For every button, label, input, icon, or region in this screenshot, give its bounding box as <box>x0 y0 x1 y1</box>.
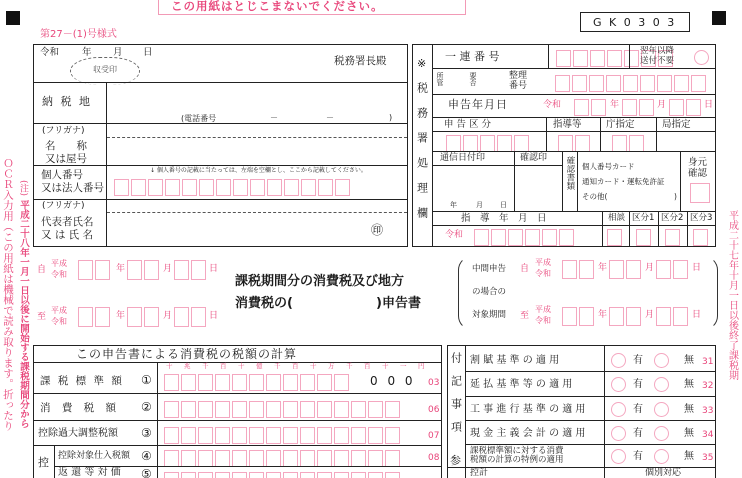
year-label: 年 <box>82 47 92 58</box>
representative-label: 代表者氏名 又 は 氏 名 <box>41 216 94 242</box>
kan-label: 所管 <box>436 72 444 86</box>
identity-label: 身元 確認 <box>688 157 708 179</box>
period-from-reiwa: 令和 <box>51 270 67 279</box>
interim-month-unit: 月 <box>645 310 655 320</box>
notice-text: この用紙はとじこまないでください。 <box>171 0 384 13</box>
kubun2-cell[interactable] <box>665 227 682 246</box>
office-vertical-title: 税務署処理欄 <box>415 82 429 232</box>
shidou-era: 令和 <box>445 230 464 240</box>
filed-era: 令和 <box>543 100 562 110</box>
notice-banner <box>158 0 466 15</box>
identity-box[interactable] <box>690 183 710 203</box>
kubun1-label: 区分1 <box>632 213 655 223</box>
period-year-unit: 年 <box>116 311 126 321</box>
kubun2-label: 区分2 <box>661 213 684 223</box>
period-to-day[interactable] <box>174 306 208 327</box>
note1-no-check[interactable] <box>654 353 669 368</box>
shidou-date-cells[interactable] <box>474 227 576 246</box>
you-label: 要否 <box>469 72 477 86</box>
form-code-box <box>580 12 690 32</box>
interim-to-day[interactable] <box>656 306 690 326</box>
row2-code: 06 <box>428 405 440 415</box>
interim-label-2: の場合の <box>472 287 507 297</box>
note4-code: 34 <box>702 430 714 440</box>
interim-to-month[interactable] <box>609 306 643 326</box>
filed-day-cells[interactable] <box>669 97 703 116</box>
period-month-unit: 月 <box>163 311 173 321</box>
row1-num: ① <box>141 373 152 387</box>
interim-to-heisei: 平成 <box>535 305 551 314</box>
note4-no: 無 <box>684 428 694 439</box>
left-ocr-note: ＯＣＲ入力用（この用紙は機械で読み取ります。折ったり <box>2 158 15 431</box>
period-to: 至 <box>37 312 47 322</box>
row2-cells[interactable] <box>164 399 402 418</box>
interim-year-unit: 年 <box>598 263 608 273</box>
note5-no-check[interactable] <box>654 449 669 464</box>
mynumber-cells[interactable] <box>114 177 374 197</box>
registration-mark-right <box>712 11 726 25</box>
interim-to-cells[interactable] <box>562 306 596 326</box>
month-label: 月 <box>113 47 123 58</box>
card2-label: 通知カード・運転免許証 <box>582 177 665 186</box>
note5-no: 無 <box>684 451 694 462</box>
note3-code: 33 <box>702 406 714 416</box>
form-title-2: 消費税の( <box>235 296 293 311</box>
note4-yes-check[interactable] <box>611 426 626 441</box>
note5-yes: 有 <box>633 451 643 462</box>
stamp-day: 日 <box>500 201 507 209</box>
form-code: G K 0 3 0 3 <box>593 16 677 29</box>
interim-from: 自 <box>520 264 530 274</box>
interim-from-cells[interactable] <box>562 259 596 279</box>
furigana-label-2: (フリガナ) <box>42 201 85 211</box>
right-period-note: 平成二十七年十月一日以後終了課税期 <box>726 210 738 380</box>
interim-day-unit: 日 <box>692 310 702 320</box>
note2-no-check[interactable] <box>654 377 669 392</box>
notes-vertical-2: 参 <box>450 454 461 467</box>
period-from-heisei: 平成 <box>51 259 67 268</box>
mynumber-note: ↓ 個人番号の記載に当たっては、左端を空欄とし、ここから記載してください。 <box>150 167 367 174</box>
tsushin-label: 通信日付印 <box>440 153 486 163</box>
row1-fixed: 0 0 0 <box>370 374 416 388</box>
office-mark: ※ <box>417 57 427 70</box>
row3-label: 控除過大調整税額 <box>38 428 118 439</box>
card3-close: ) <box>674 192 677 201</box>
furigana-label-1: (フリガナ) <box>42 126 85 136</box>
day-label: 日 <box>143 47 153 58</box>
row3-num: ③ <box>141 426 152 440</box>
shidou-date-label: 指 導 年 月 日 <box>461 213 547 224</box>
taxpayer-address-label: 納 税 地 <box>42 95 92 108</box>
seal-mark: ㊞ <box>371 223 384 237</box>
period-to-heisei: 平成 <box>51 306 67 315</box>
row3-code: 07 <box>428 431 440 441</box>
note4-no-check[interactable] <box>654 426 669 441</box>
first-year-label: 翌年以降 送付不要 <box>640 46 675 66</box>
period-year-unit: 年 <box>116 264 126 274</box>
filed-year: 年 <box>610 100 620 110</box>
period-to-year[interactable] <box>78 306 112 327</box>
note2-label: 延 払 基 準 等 の 適 用 <box>470 379 573 390</box>
period-day-unit: 日 <box>209 264 219 274</box>
row4-cells[interactable] <box>164 448 402 467</box>
soudan-cell[interactable] <box>607 227 624 246</box>
calc-title: この申告書による消費税の税額の計算 <box>76 347 298 361</box>
stamp-year: 年 <box>450 201 457 209</box>
first-year-check[interactable] <box>694 50 709 65</box>
interim-label-1: 中間申告 <box>472 264 507 274</box>
note1-label: 割 賦 基 準 の 適 用 <box>470 355 560 366</box>
interim-from-heisei: 平成 <box>535 258 551 267</box>
period-from-month[interactable] <box>127 259 161 280</box>
row3-cells[interactable] <box>164 425 402 444</box>
row1-cells[interactable] <box>164 372 351 391</box>
interim-year-unit: 年 <box>598 310 608 320</box>
tax-office-label: 税務署長殿 <box>334 55 387 67</box>
interim-day-unit: 日 <box>692 263 702 273</box>
row4-label: 控除対象仕入税額 <box>58 451 131 461</box>
card1-label: 個人番号カード <box>582 162 635 171</box>
note4-label: 現 金 主 義 会 計 の 適 用 <box>470 428 586 439</box>
shido-cells[interactable] <box>558 133 592 152</box>
form-title-1: 課税期間分の消費税及び地方 <box>235 274 405 289</box>
left-period-note: 平成二十八年一月一日以後に開始する課税期間分から <box>17 200 29 428</box>
calc-unit-row: 十 兆 千 百 十 億 千 百 十 万 千 百 十 一 円 <box>166 362 425 370</box>
filed-month-cells[interactable] <box>622 97 656 116</box>
phone-close: ) <box>389 113 393 122</box>
address-input[interactable] <box>107 83 407 121</box>
chou-cells[interactable] <box>612 133 646 152</box>
note1-code: 31 <box>702 357 714 367</box>
row2-num: ② <box>141 400 152 414</box>
kubun3-cell[interactable] <box>693 227 710 246</box>
note3-no: 無 <box>684 404 694 415</box>
chou-label: 庁指定 <box>606 119 635 130</box>
period-from-day[interactable] <box>174 259 208 280</box>
kubun-cells[interactable] <box>446 133 531 152</box>
note1-yes: 有 <box>633 355 643 366</box>
interim-to-reiwa: 令和 <box>535 316 551 325</box>
note2-code: 32 <box>702 381 714 391</box>
note4-yes: 有 <box>633 428 643 439</box>
note2-yes: 有 <box>633 379 643 390</box>
note5-yes-check[interactable] <box>611 449 626 464</box>
period-month-unit: 月 <box>163 264 173 274</box>
kakunin-docs-label: 確認書類 <box>564 156 575 190</box>
note2-yes-check[interactable] <box>611 377 626 392</box>
interim-from-reiwa: 令和 <box>535 269 551 278</box>
name-input[interactable] <box>107 138 407 164</box>
receipt-stamp-label: 収受印 <box>93 65 117 74</box>
interim-to: 至 <box>520 311 530 321</box>
note3-yes: 有 <box>633 404 643 415</box>
note3-yes-check[interactable] <box>611 402 626 417</box>
filed-date-label: 申告年月日 <box>448 98 508 111</box>
phone-label: (電話番号 <box>181 114 217 123</box>
filed-date-cells[interactable] <box>574 97 608 116</box>
note5-label: 課税標準額に対する消費 税額の計算の特例の適用 <box>470 446 564 466</box>
row4-num: ④ <box>141 449 152 463</box>
registration-mark-left <box>6 11 20 25</box>
form-number: 第27－(1)号様式 <box>40 29 117 40</box>
row1-label: 課 税 標 準 額 <box>40 375 124 387</box>
notes-bottom-1: 控計 <box>470 468 489 478</box>
filed-month: 月 <box>657 100 667 110</box>
row5-cells[interactable] <box>164 470 402 478</box>
form-title-2b: )申告書 <box>376 296 421 311</box>
row2-label: 消 費 税 額 <box>40 402 121 414</box>
note1-yes-check[interactable] <box>611 353 626 368</box>
phone-dash: － <box>270 113 278 122</box>
row5-label: 返 還 等 対 価 <box>58 467 121 478</box>
seiri-label: 整理 番号 <box>509 71 528 91</box>
representative-input[interactable] <box>107 213 367 245</box>
period-to-reiwa: 令和 <box>51 317 67 326</box>
row1-code: 03 <box>428 378 440 388</box>
soudan-label: 相談 <box>608 213 626 223</box>
note1-no: 無 <box>684 355 694 366</box>
name-label: 名 称 又は屋号 <box>45 140 87 166</box>
shido-label: 指導等 <box>553 119 582 130</box>
interim-from-month[interactable] <box>609 259 643 279</box>
note5-code: 35 <box>702 453 714 463</box>
note3-label: 工 事 進 行 基 準 の 適 用 <box>470 404 586 415</box>
kubun3-label: 区分3 <box>690 213 713 223</box>
row4-code: 08 <box>428 453 440 463</box>
kubun1-cell[interactable] <box>636 227 653 246</box>
interim-label-3: 対象期間 <box>472 310 507 320</box>
seiri-cells[interactable] <box>555 73 708 92</box>
stamp-month: 月 <box>476 201 483 209</box>
card3-label: その他( <box>582 192 608 201</box>
filed-day: 日 <box>704 100 714 110</box>
phone-dash: － <box>326 113 334 122</box>
kakunin-in-label: 確認印 <box>520 153 548 163</box>
era-label: 令和 <box>40 47 60 58</box>
kyoku-label: 局指定 <box>662 119 691 130</box>
interim-from-day[interactable] <box>656 259 690 279</box>
note3-no-check[interactable] <box>654 402 669 417</box>
period-from: 自 <box>37 265 47 275</box>
interim-month-unit: 月 <box>645 263 655 273</box>
kubun-label: 申 告 区 分 <box>444 119 492 130</box>
serial-label: 一 連 番 号 <box>445 50 500 63</box>
kou-label: 控 <box>38 456 49 469</box>
left-note-mark: (注) <box>18 180 28 197</box>
mynumber-label: 個人番号 又は法人番号 <box>41 169 104 195</box>
row5-num: ⑤ <box>141 467 152 478</box>
note2-no: 無 <box>684 379 694 390</box>
notes-bottom-2: 個別対応 <box>645 468 682 478</box>
period-to-month[interactable] <box>127 306 161 327</box>
period-from-year[interactable] <box>78 259 112 280</box>
period-day-unit: 日 <box>209 311 219 321</box>
notes-vertical: 付記事項 <box>449 352 463 444</box>
